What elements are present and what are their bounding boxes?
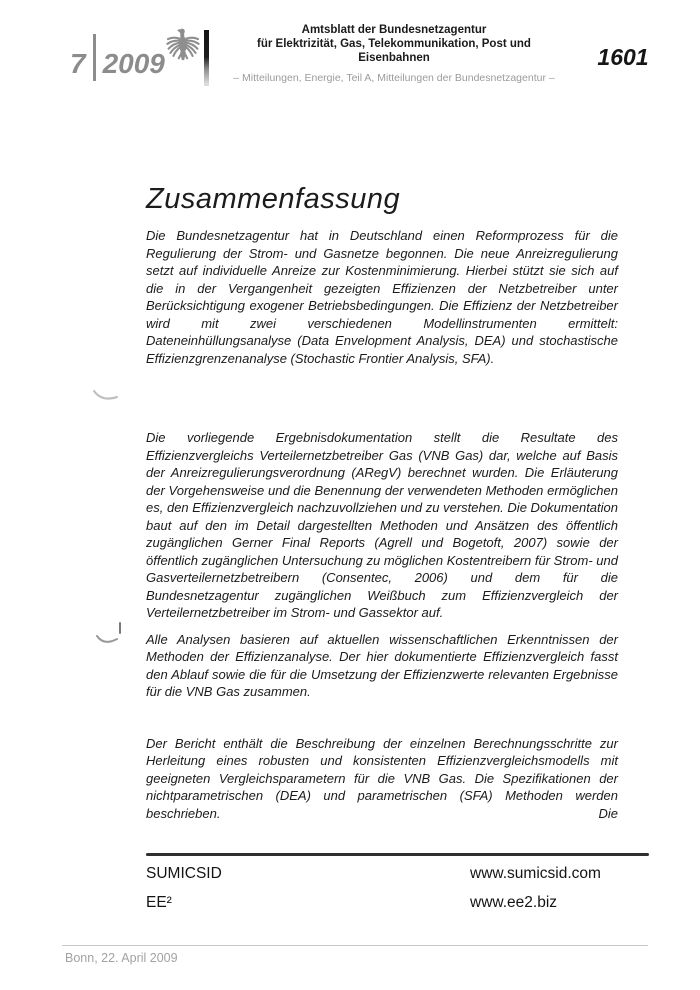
margin-check-mark-icon	[94, 618, 128, 648]
summary-paragraph-group	[146, 429, 618, 822]
publisher-divider	[146, 853, 649, 856]
publisher-name: EE²	[146, 894, 172, 911]
summary-paragraph: Die vorliegende Ergebnisdokumentation stellt die Resultate des Effizienzvergleichs Verteilernetzbetreiber Gas (VNB Gas) dar, welche auf Basis der Anreizregulierungsverordnung (ARegV) berechnet wurden. Die Erläuterung der Vorgehensweise und die Benennung der verwendeten Methoden ermöglichen es, den Effizienzvergleich nachzuvollziehen und zu verstehen. Die Dokumentation baut auf den im Detail dargestellten Methoden und Ansätzen des öffentlich zugänglichen Gerner Final Reports (Agrell und Bogetoft, 2007) sowie der öffentlich zugänglichen Untersuchung zu möglichen Kostentreibern für Strom- und Gasverteilernetzbetreibern (Consentec, 2006) und dem für die Bundesnetzagentur zugänglichen Weißbuch zum Effizienzvergleich der Verteilernetzbetreiber im Strom- und Gassektor auf.	[146, 430, 618, 620]
publisher-row	[146, 865, 649, 883]
summary-paragraph: Der Bericht enthält die Beschreibung der einzelnen Berechnungsschritte zur Herleitung eines robusten und konsistenten Effizienzvergleichsmodells mit geeigneten Vergleichsparametern für die VNB Gas. Die Spezifikationen der nichtparametrischen (DEA) und parametrischen (SFA) Methoden werden beschrieben. Die	[146, 735, 618, 821]
summary-paragraph: Alle Analysen basieren auf aktuellen wissenschaftlichen Erkenntnissen der Methoden der Effizienzanalyse. Der hier dokumentierte Effizienzvergleich fasst den Ablauf sowie die für die Umsetzung der Effizienzwerte relevanten Ergebnisse für die VNB Gas zusammen.	[146, 631, 618, 699]
issue-year: 2009	[102, 48, 165, 79]
page-number: 1601	[597, 44, 649, 70]
masthead	[224, 23, 564, 84]
footer-dateline: Bonn, 22. April 2009	[65, 951, 178, 965]
publisher-name: SUMICSID	[146, 865, 222, 882]
masthead-subtitle: – Mitteilungen, Energie, Teil A, Mitteilungen der Bundesnetzagentur –	[233, 72, 555, 84]
issue-number: 7	[70, 48, 86, 79]
masthead-title-line1: Amtsblatt der Bundesnetzagentur	[301, 24, 487, 36]
masthead-title-line2: für Elektrizität, Gas, Telekommunikation, Post und Eisenbahnen	[257, 38, 531, 64]
footer-divider	[62, 945, 648, 946]
margin-check-mark-icon	[92, 388, 120, 404]
federal-eagle-icon	[165, 24, 201, 68]
publisher-url: www.sumicsid.com	[470, 865, 601, 882]
summary-paragraph: Die Bundesnetzagentur hat in Deutschland einen Reformprozess für die Regulierung der Strom- und Gasnetze begonnen. Die neue Anreizregulierung setzt auf individuelle Anreize zur Kostenminimierung. Hierbei stützt sie sich auf die in der Vergangenheit gezeigten Effizienzen der Netzbetreiber unter Berücksichtigung exogener Betriebsbedingungen. Die Effizienz der Netzbetreiber wird mit zwei verschiedenen Modellinstrumenten ermittelt: Dateneinhüllungsanalyse (Data Envelopment Analysis, DEA) und stochastische Effizienzgrenzenanalyse (Stochastic Frontier Analysis, SFA).	[146, 228, 618, 366]
masthead-divider-bar	[204, 30, 209, 86]
summary-heading: Zusammenfassung	[146, 183, 401, 215]
publisher-url: www.ee2.biz	[470, 894, 558, 911]
issue-block	[70, 34, 165, 81]
issue-divider	[93, 34, 96, 81]
publisher-row	[146, 894, 649, 912]
